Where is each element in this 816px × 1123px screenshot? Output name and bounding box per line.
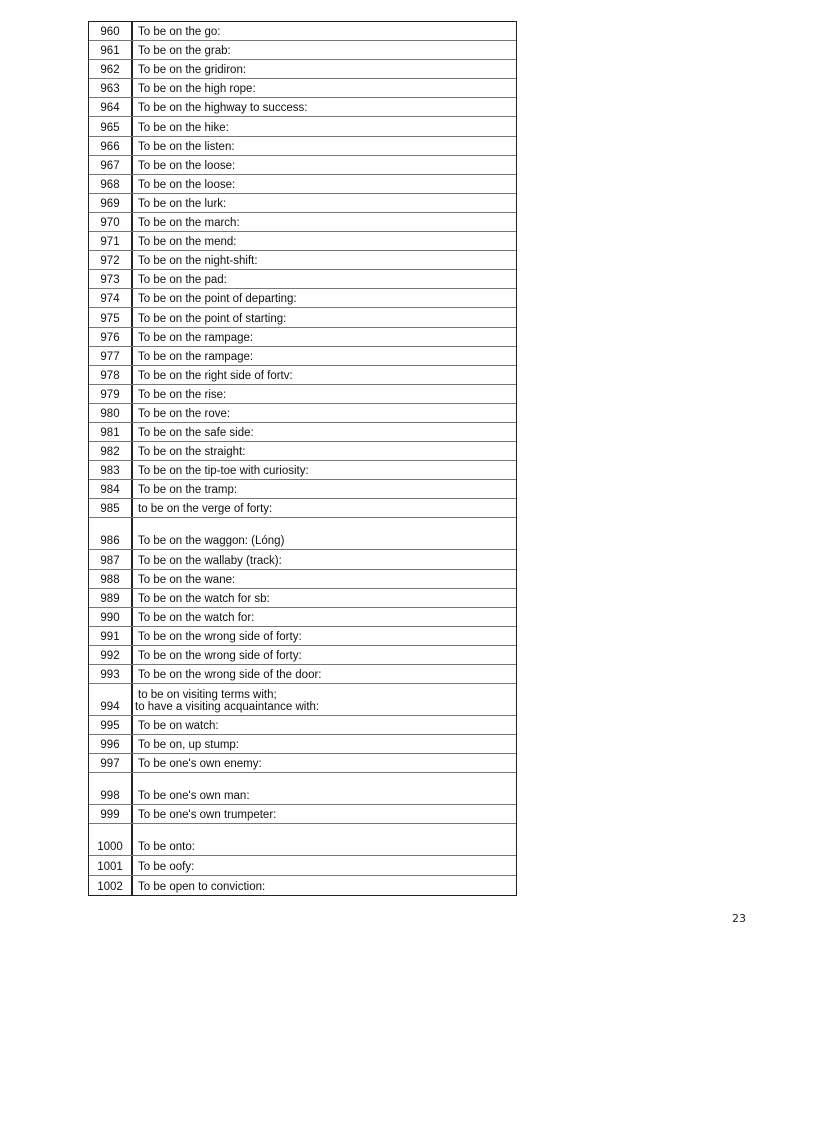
row-number: 978 bbox=[89, 366, 133, 384]
table-row bbox=[89, 824, 516, 856]
page-number: 23 bbox=[732, 912, 746, 925]
row-phrase: To be on the go: bbox=[138, 26, 221, 39]
row-number: 989 bbox=[89, 589, 133, 607]
row-phrase: To be one's own enemy: bbox=[138, 758, 262, 771]
row-phrase: to be on the verge of forty: bbox=[138, 503, 273, 516]
row-number: 968 bbox=[89, 175, 133, 193]
row-number: 1001 bbox=[89, 856, 133, 874]
table-row bbox=[89, 716, 516, 735]
row-phrase: To be on the loose: bbox=[138, 178, 236, 191]
row-phrase: To be open to conviction: bbox=[138, 880, 266, 893]
table-row bbox=[89, 773, 516, 805]
row-number: 980 bbox=[89, 404, 133, 422]
table-row bbox=[89, 308, 516, 327]
table-row bbox=[89, 550, 516, 569]
row-number: 964 bbox=[89, 98, 133, 116]
row-number: 1000 bbox=[89, 824, 133, 855]
row-phrase: To be one's own man: bbox=[138, 790, 250, 803]
table-row bbox=[89, 79, 516, 98]
table-row bbox=[89, 137, 516, 156]
table-row bbox=[89, 251, 516, 270]
row-phrase: To be on the tip-toe with curiosity: bbox=[138, 465, 309, 478]
row-phrase: To be one's own trumpeter: bbox=[138, 809, 277, 822]
table-row bbox=[89, 60, 516, 79]
table-row bbox=[89, 385, 516, 404]
phrase-table bbox=[88, 21, 517, 896]
table-row bbox=[89, 499, 516, 518]
row-phrase: To be on the pad: bbox=[138, 274, 227, 287]
row-number: 987 bbox=[89, 550, 133, 568]
row-number: 966 bbox=[89, 137, 133, 155]
table-row bbox=[89, 735, 516, 754]
row-phrase bbox=[133, 684, 516, 715]
table-row bbox=[89, 665, 516, 684]
row-phrase: To be on the highway to success: bbox=[138, 102, 308, 115]
table-row bbox=[89, 22, 516, 41]
table-row bbox=[89, 684, 516, 716]
row-number: 972 bbox=[89, 251, 133, 269]
row-phrase: To be on the waggon: (Lóng) bbox=[138, 535, 285, 548]
row-phrase: To be on the loose: bbox=[138, 159, 236, 172]
table-row bbox=[89, 608, 516, 627]
table-row bbox=[89, 589, 516, 608]
row-phrase: To be on the tramp: bbox=[138, 484, 238, 497]
table-row bbox=[89, 646, 516, 665]
row-phrase: To be on the rampage: bbox=[138, 331, 254, 344]
row-number: 975 bbox=[89, 308, 133, 326]
row-number: 984 bbox=[89, 480, 133, 498]
table-row bbox=[89, 232, 516, 251]
table-row bbox=[89, 754, 516, 773]
row-phrase: To be on the point of departing: bbox=[138, 293, 297, 306]
row-number: 992 bbox=[89, 646, 133, 664]
row-phrase: To be on the rove: bbox=[138, 407, 231, 420]
row-phrase: To be on the lurk: bbox=[138, 197, 227, 210]
row-phrase: To be oofy: bbox=[138, 860, 195, 873]
row-phrase: To be on the straight: bbox=[138, 446, 246, 459]
row-number: 977 bbox=[89, 347, 133, 365]
row-phrase: To be on the rampage: bbox=[138, 350, 254, 363]
row-phrase-line-1: to be on visiting terms with; bbox=[138, 689, 277, 702]
table-row bbox=[89, 423, 516, 442]
table-row bbox=[89, 404, 516, 423]
row-phrase: To be on the mend: bbox=[138, 236, 237, 249]
row-phrase: To be on watch: bbox=[138, 720, 219, 733]
row-phrase: To be on the wrong side of forty: bbox=[138, 650, 302, 662]
row-phrase: To be onto: bbox=[138, 841, 195, 854]
row-number: 993 bbox=[89, 665, 133, 683]
row-phrase: To be on, up stump: bbox=[138, 739, 240, 752]
row-phrase: To be on the wrong side of forty: bbox=[138, 630, 302, 643]
row-number: 965 bbox=[89, 117, 133, 135]
row-number: 1002 bbox=[89, 876, 133, 895]
row-number: 960 bbox=[89, 22, 133, 40]
row-number: 967 bbox=[89, 156, 133, 174]
table-row bbox=[89, 117, 516, 136]
table-row bbox=[89, 856, 516, 875]
row-number: 990 bbox=[89, 608, 133, 626]
row-phrase: To be on the point of starting: bbox=[138, 312, 287, 325]
row-number: 983 bbox=[89, 461, 133, 479]
row-phrase: To be on the wallaby (track): bbox=[138, 554, 282, 567]
table-row bbox=[89, 175, 516, 194]
table-row bbox=[89, 876, 516, 895]
table-row bbox=[89, 41, 516, 60]
row-phrase: To be on the gridiron: bbox=[138, 64, 247, 77]
table-row bbox=[89, 289, 516, 308]
table-row bbox=[89, 442, 516, 461]
table-row bbox=[89, 518, 516, 550]
table-row bbox=[89, 480, 516, 499]
row-number: 971 bbox=[89, 232, 133, 250]
row-number: 988 bbox=[89, 570, 133, 588]
table-row bbox=[89, 627, 516, 646]
row-number: 996 bbox=[89, 735, 133, 753]
row-phrase: To be on the watch for: bbox=[138, 611, 255, 624]
row-phrase: To be on the watch for sb: bbox=[138, 592, 270, 605]
row-number: 985 bbox=[89, 499, 133, 517]
table-row bbox=[89, 570, 516, 589]
row-number: 962 bbox=[89, 60, 133, 78]
table-row bbox=[89, 328, 516, 347]
row-phrase: To be on the listen: bbox=[138, 140, 235, 153]
row-phrase: To be on the wane: bbox=[138, 573, 236, 586]
table-row bbox=[89, 213, 516, 232]
row-number: 998 bbox=[89, 773, 133, 804]
row-number: 997 bbox=[89, 754, 133, 772]
row-phrase: To be on the safe side: bbox=[138, 427, 254, 440]
row-number: 995 bbox=[89, 716, 133, 734]
row-phrase: To be on the right side of fortv: bbox=[138, 369, 293, 382]
row-phrase: To be on the night-shift: bbox=[138, 255, 258, 268]
row-phrase: To be on the rise: bbox=[138, 388, 227, 401]
row-number: 979 bbox=[89, 385, 133, 403]
row-phrase-line-2: to have a visiting acquaintance with: bbox=[135, 701, 320, 714]
row-number: 969 bbox=[89, 194, 133, 212]
row-phrase: To be on the grab: bbox=[138, 45, 231, 58]
row-phrase: To be on the high rope: bbox=[138, 83, 256, 96]
row-number: 999 bbox=[89, 805, 133, 823]
row-number: 976 bbox=[89, 328, 133, 346]
row-phrase: To be on the wrong side of the door: bbox=[138, 669, 322, 682]
table-row bbox=[89, 461, 516, 480]
table-row bbox=[89, 805, 516, 824]
row-number: 991 bbox=[89, 627, 133, 645]
row-number: 970 bbox=[89, 213, 133, 231]
table-row bbox=[89, 156, 516, 175]
row-phrase: To be on the hike: bbox=[138, 121, 229, 134]
row-number: 961 bbox=[89, 41, 133, 59]
table-row bbox=[89, 366, 516, 385]
row-number: 963 bbox=[89, 79, 133, 97]
row-number: 974 bbox=[89, 289, 133, 307]
table-row bbox=[89, 270, 516, 289]
table-row bbox=[89, 98, 516, 117]
row-number: 994 bbox=[89, 684, 133, 715]
table-row bbox=[89, 347, 516, 366]
table-row bbox=[89, 194, 516, 213]
row-number: 973 bbox=[89, 270, 133, 288]
row-number: 982 bbox=[89, 442, 133, 460]
row-number: 986 bbox=[89, 518, 133, 549]
row-number: 981 bbox=[89, 423, 133, 441]
row-phrase: To be on the march: bbox=[138, 217, 240, 230]
